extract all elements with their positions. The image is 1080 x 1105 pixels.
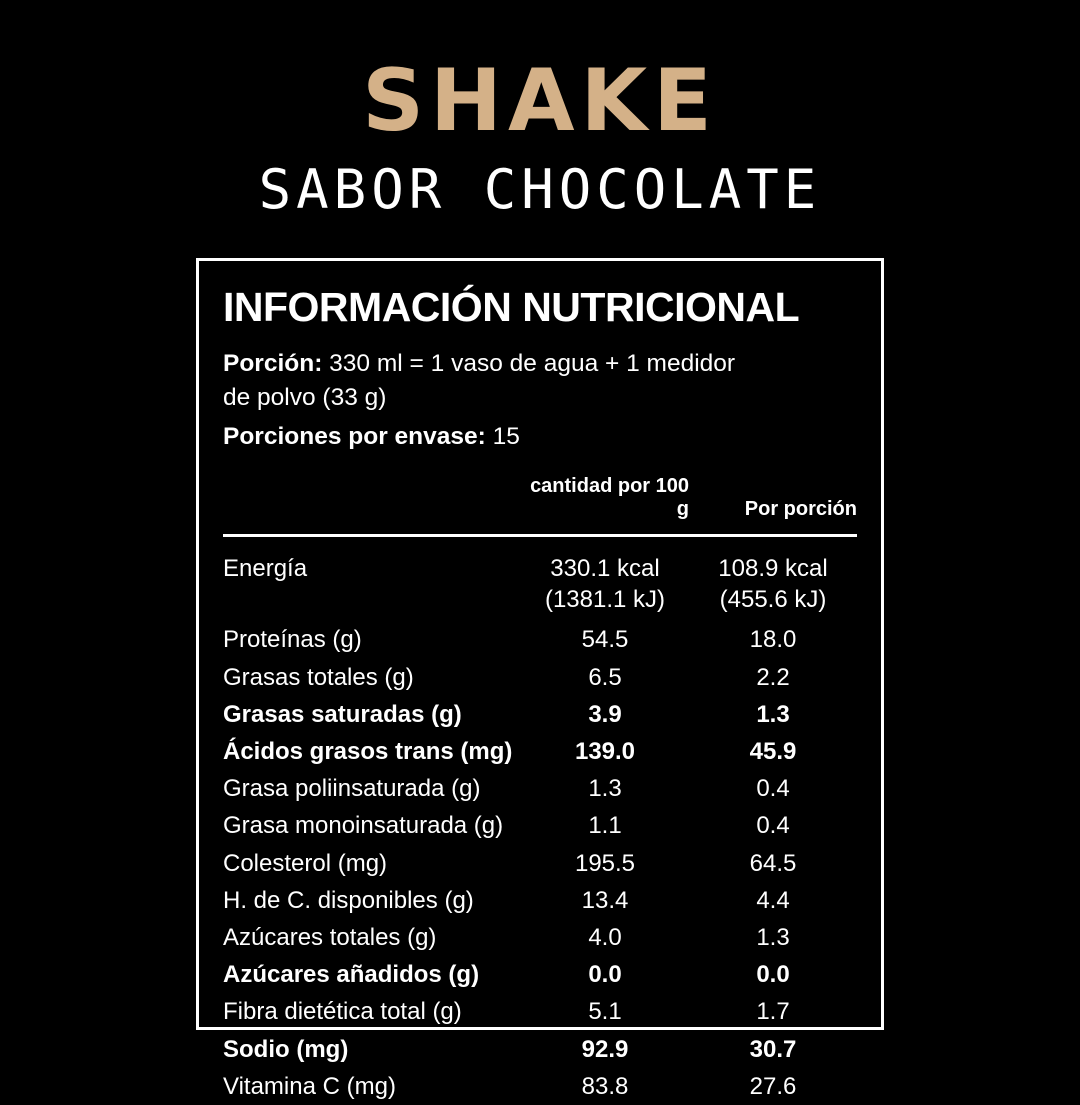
row-nutrient-name (223, 584, 521, 621)
row-value-per-serving: 27.6 (749, 1072, 797, 1100)
row-nutrient-name: Grasa poliinsaturada (g) (223, 775, 481, 803)
row-value-per-serving: 45.9 (749, 738, 797, 766)
servings-per-container-value: 15 (485, 422, 520, 450)
serving-size-line (223, 348, 853, 380)
row-value-per-100g: 330.1 kcal (550, 555, 660, 583)
table-row (223, 584, 857, 621)
row-value-per-serving: 18.0 (749, 626, 797, 654)
row-nutrient-name: Azúcares añadidos (g) (223, 961, 480, 989)
row-nutrient-name: Energía (223, 555, 308, 583)
panel-heading: INFORMACIÓN NUTRICIONAL (223, 284, 800, 330)
servings-per-container-line (223, 421, 853, 453)
table-row (223, 696, 857, 733)
table-row (223, 550, 857, 584)
table-rule-row (223, 531, 857, 550)
row-value-per-100g: 92.9 (581, 1035, 629, 1063)
serving-size-value-2: de polvo (33 g) (223, 384, 387, 412)
row-nutrient-name: Colesterol (mg) (223, 849, 388, 877)
page-title: SHAKE (362, 51, 718, 151)
serving-size-line-2 (223, 382, 853, 414)
row-nutrient-name: Proteínas (g) (223, 626, 362, 654)
row-nutrient-name: Azúcares totales (g) (223, 923, 437, 951)
product-flavor-subtitle: SABOR CHOCOLATE (258, 158, 822, 222)
row-value-per-100g: 1.1 (588, 812, 622, 840)
row-value-per-serving: 1.7 (756, 998, 790, 1026)
row-nutrient-name: Grasas saturadas (g) (223, 700, 462, 728)
row-value-per-serving: 30.7 (749, 1035, 797, 1063)
row-nutrient-name: Vitamina C (mg) (223, 1072, 396, 1100)
table-row (223, 1068, 857, 1105)
row-value-per-100g: 3.9 (588, 700, 622, 728)
title-block (0, 51, 1080, 222)
table-body (223, 550, 857, 1105)
row-value-per-serving: (455.6 kJ) (719, 586, 827, 614)
column-header-nutrient (223, 475, 521, 531)
row-nutrient-name: Fibra dietética total (g) (223, 998, 462, 1026)
table-row (223, 956, 857, 993)
row-value-per-serving: 64.5 (749, 849, 797, 877)
serving-size-value: 330 ml = 1 vaso de agua + 1 medidor (322, 350, 736, 378)
servings-per-container-label: Porciones por envase: (223, 422, 486, 450)
row-value-per-100g: 1.3 (588, 775, 622, 803)
row-value-per-100g: 195.5 (574, 849, 636, 877)
row-value-per-serving: 1.3 (756, 700, 790, 728)
row-value-per-100g: 83.8 (581, 1072, 629, 1100)
row-value-per-100g: 4.0 (588, 923, 622, 951)
row-value-per-serving: 0.4 (756, 812, 790, 840)
table-rule-cell (223, 531, 857, 550)
table-row (223, 1031, 857, 1068)
table-row (223, 993, 857, 1030)
row-nutrient-name: Grasas totales (g) (223, 663, 414, 691)
row-value-per-serving: 0.0 (756, 961, 790, 989)
table-row (223, 807, 857, 844)
table-row (223, 845, 857, 882)
row-value-per-serving: 4.4 (756, 886, 790, 914)
row-value-per-serving: 108.9 kcal (718, 555, 828, 583)
nutrition-table (223, 475, 857, 1105)
row-value-per-serving: 1.3 (756, 923, 790, 951)
row-value-per-100g: (1381.1 kJ) (544, 586, 666, 614)
row-value-per-100g: 0.0 (588, 961, 622, 989)
row-value-per-100g: 6.5 (588, 663, 622, 691)
serving-size-label: Porción: (223, 350, 323, 378)
table-row (223, 770, 857, 807)
column-header-per-100g: cantidad por 100 g (530, 475, 689, 521)
table-row (223, 621, 857, 658)
row-value-per-100g: 139.0 (574, 738, 636, 766)
column-header-per-serving: Por porción (744, 498, 857, 521)
table-row (223, 919, 857, 956)
table-row (223, 733, 857, 770)
table-row (223, 882, 857, 919)
row-value-per-100g: 5.1 (588, 998, 622, 1026)
row-value-per-serving: 2.2 (756, 663, 790, 691)
row-value-per-100g: 54.5 (581, 626, 629, 654)
row-value-per-100g: 13.4 (581, 886, 629, 914)
row-nutrient-name: Sodio (mg) (223, 1035, 349, 1063)
nutrition-facts-panel (196, 258, 884, 1100)
table-header-row (223, 475, 857, 531)
row-value-per-serving: 0.4 (756, 775, 790, 803)
row-nutrient-name: Grasa monoinsaturada (g) (223, 812, 504, 840)
table-row (223, 659, 857, 696)
row-nutrient-name: H. de C. disponibles (g) (223, 886, 474, 914)
divider (223, 534, 857, 537)
row-nutrient-name: Ácidos grasos trans (mg) (223, 738, 513, 766)
